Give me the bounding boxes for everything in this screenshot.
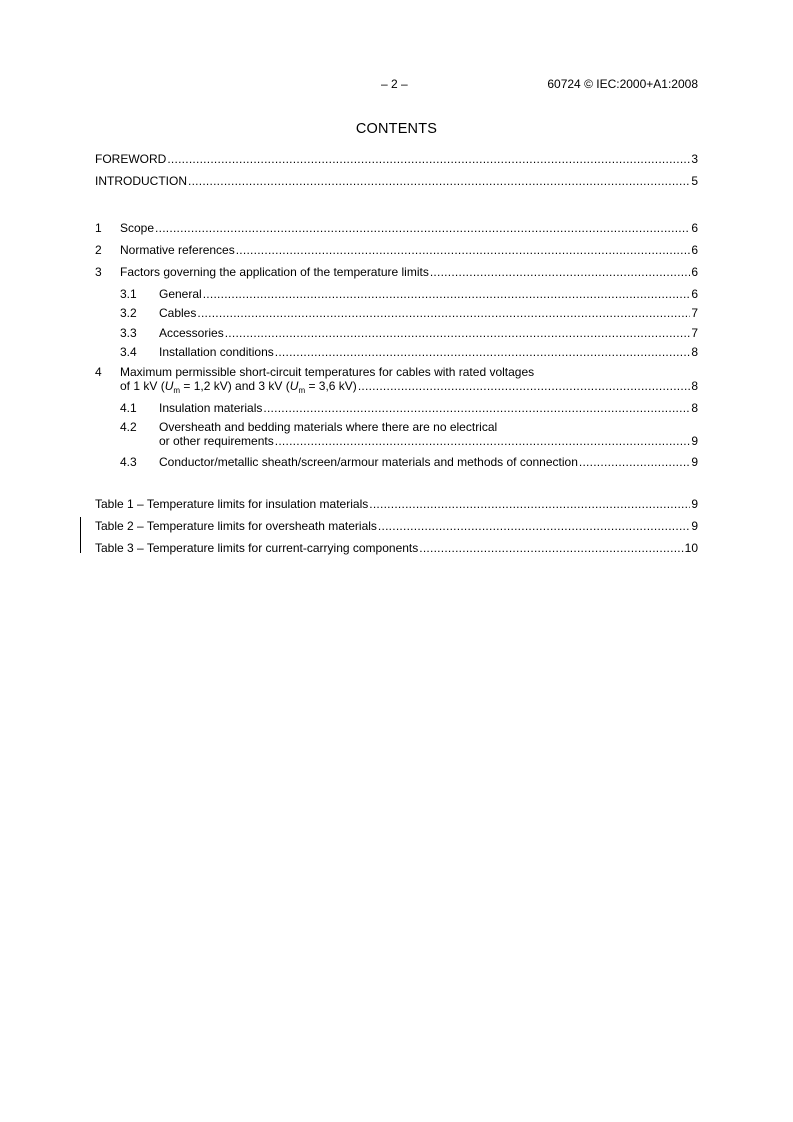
dot-leader bbox=[358, 378, 691, 394]
toc-entry-label: Scope bbox=[120, 221, 155, 235]
toc-entry-number: 3.4 bbox=[120, 345, 137, 359]
toc-entry-page: 9 bbox=[691, 497, 698, 511]
page-header bbox=[0, 77, 793, 93]
dot-leader bbox=[263, 400, 690, 416]
toc-entry-label: Normative references bbox=[120, 243, 235, 257]
toc-entry-label: Table 3 – Temperature limits for current-carrying components bbox=[95, 541, 419, 555]
toc-entry-label: Factors governing the application of the temperature limits bbox=[120, 265, 429, 279]
dot-leader bbox=[188, 173, 690, 189]
toc-entry-label: Table 1 – Temperature limits for insulation materials bbox=[95, 497, 369, 511]
dot-leader bbox=[275, 433, 691, 449]
dot-leader bbox=[203, 286, 691, 302]
toc-entry-page: 9 bbox=[691, 434, 698, 448]
dot-leader bbox=[167, 151, 690, 167]
dot-leader bbox=[155, 220, 690, 236]
toc-entry-number: 3.1 bbox=[120, 287, 137, 301]
toc-entry-number: 1 bbox=[95, 221, 102, 235]
toc-entry-label-line2: of 1 kV ($U_m = 1,2$ kV) and 3 kV ($U_m = 3,6$ kV) bbox=[120, 379, 357, 395]
toc-entry-number: 4 bbox=[95, 365, 102, 379]
toc-entry-foreword[interactable] bbox=[95, 151, 698, 167]
dot-leader bbox=[430, 264, 690, 280]
toc-entry-accessories[interactable] bbox=[120, 325, 698, 341]
dot-leader bbox=[419, 540, 683, 556]
toc-entry-page: 7 bbox=[691, 306, 698, 320]
toc-entry-page: 10 bbox=[684, 541, 698, 555]
toc-entry-page: 9 bbox=[691, 455, 698, 469]
toc-entry-page: 8 bbox=[691, 345, 698, 359]
toc-entry-page: 9 bbox=[691, 519, 698, 533]
toc-entry-page: 8 bbox=[691, 379, 698, 393]
dot-leader bbox=[378, 518, 690, 534]
toc-entry-label: Accessories bbox=[159, 326, 224, 340]
toc-entry-number: 4.1 bbox=[120, 401, 137, 415]
toc-entry-label-line1: Oversheath and bedding materials where there are no electrical bbox=[159, 420, 498, 434]
contents-title: CONTENTS bbox=[355, 121, 438, 137]
toc-entry-table-3[interactable] bbox=[95, 540, 698, 556]
toc-entry-general[interactable] bbox=[120, 286, 698, 302]
toc-entry-label-line1: Maximum permissible short-circuit temperatures for cables with rated voltages bbox=[120, 365, 535, 379]
toc-entry-factors-governing[interactable] bbox=[95, 264, 698, 280]
toc-entry-scope[interactable] bbox=[95, 220, 698, 236]
toc-entry-number: 3.2 bbox=[120, 306, 137, 320]
toc-entry-conductor-materials[interactable] bbox=[120, 454, 698, 470]
toc-entry-label: Installation conditions bbox=[159, 345, 274, 359]
toc-entry-introduction[interactable] bbox=[95, 173, 698, 189]
dot-leader bbox=[369, 496, 690, 512]
toc-entry-installation-conditions[interactable] bbox=[120, 344, 698, 360]
page-number: – 2 – bbox=[381, 77, 408, 91]
toc-entry-label: FOREWORD bbox=[95, 152, 167, 166]
toc-entry-label: INTRODUCTION bbox=[95, 174, 187, 188]
toc-entry-max-short-circuit[interactable] bbox=[120, 378, 698, 394]
toc-entry-label: General bbox=[159, 287, 202, 301]
toc-entry-page: 7 bbox=[691, 326, 698, 340]
toc-entry-table-1[interactable] bbox=[95, 496, 698, 512]
toc-entry-label: Insulation materials bbox=[159, 401, 263, 415]
toc-entry-label-line2: or other requirements bbox=[159, 434, 274, 448]
toc-entry-number: 3 bbox=[95, 265, 102, 279]
toc-entry-page: 6 bbox=[691, 243, 698, 257]
document-reference: 60724 © IEC:2000+A1:2008 bbox=[547, 77, 698, 91]
toc-entry-page: 6 bbox=[691, 287, 698, 301]
toc-entry-oversheath-bedding[interactable] bbox=[159, 433, 698, 449]
dot-leader bbox=[579, 454, 690, 470]
toc-entry-page: 3 bbox=[691, 152, 698, 166]
toc-entry-number: 4.3 bbox=[120, 455, 137, 469]
toc-entry-number: 3.3 bbox=[120, 326, 137, 340]
toc-entry-page: 6 bbox=[691, 221, 698, 235]
dot-leader bbox=[197, 305, 690, 321]
toc-entry-normative-references[interactable] bbox=[95, 242, 698, 258]
toc-entry-cables[interactable] bbox=[120, 305, 698, 321]
toc-entry-page: 5 bbox=[691, 174, 698, 188]
toc-entry-insulation-materials[interactable] bbox=[120, 400, 698, 416]
revision-change-bar bbox=[80, 517, 81, 553]
toc-entry-table-2[interactable] bbox=[95, 518, 698, 534]
toc-entry-page: 8 bbox=[691, 401, 698, 415]
dot-leader bbox=[225, 325, 691, 341]
toc-entry-number: 2 bbox=[95, 243, 102, 257]
toc-entry-page: 6 bbox=[691, 265, 698, 279]
toc-entry-label: Conductor/metallic sheath/screen/armour materials and methods of connection bbox=[159, 455, 578, 469]
toc-entry-label: Table 2 – Temperature limits for oversheath materials bbox=[95, 519, 377, 533]
toc-entry-label: Cables bbox=[159, 306, 197, 320]
dot-leader bbox=[236, 242, 691, 258]
dot-leader bbox=[275, 344, 691, 360]
toc-entry-number: 4.2 bbox=[120, 420, 137, 434]
